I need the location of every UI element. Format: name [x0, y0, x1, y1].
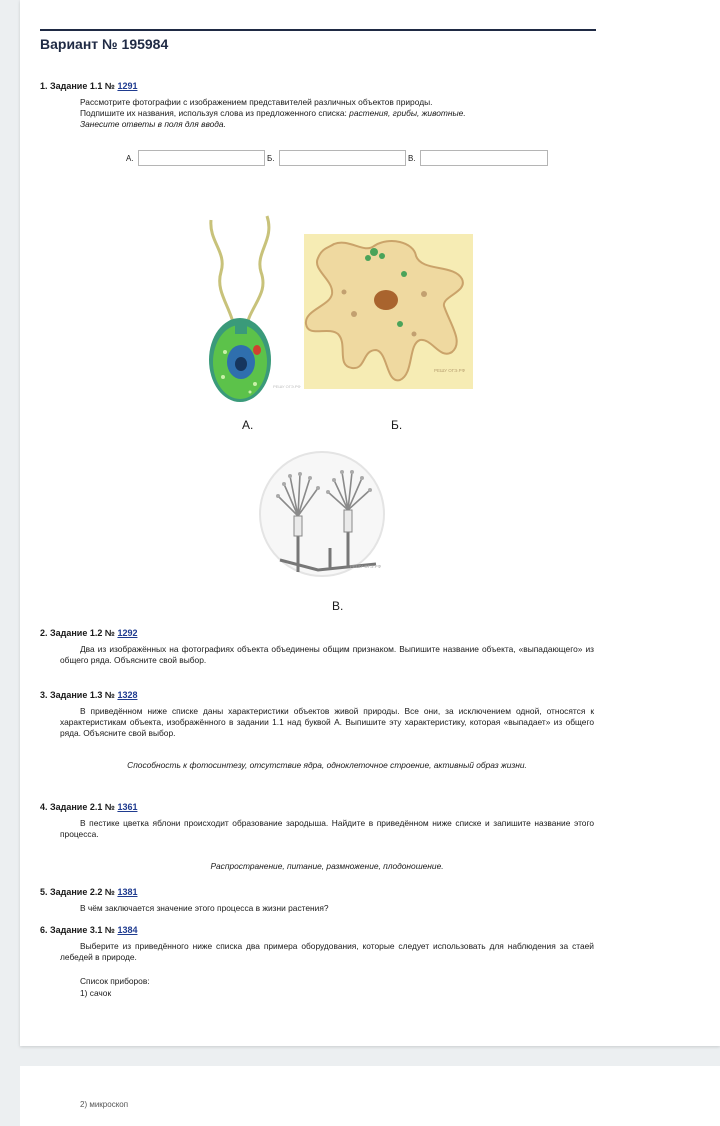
task-1-link[interactable]: 1291: [117, 81, 138, 91]
task-6-item-1: 1) сачок: [80, 988, 112, 998]
task-5-text: В чём заключается значение этого процесса в жизни растения?: [80, 903, 329, 913]
task-5-header: 5. Задание 2.2 № 1381: [40, 887, 138, 897]
watermark-b: РЕШУ ОГЭ.РФ: [434, 368, 466, 373]
variant-title: Вариант № 195984: [40, 36, 169, 52]
next-page-sheet: [20, 1066, 720, 1126]
caption-b: Б.: [391, 418, 403, 432]
task-6-link[interactable]: 1384: [117, 925, 138, 935]
task-4-link[interactable]: 1361: [117, 802, 138, 812]
task-4-header: 4. Задание 2.1 № 1361: [40, 802, 138, 812]
watermark-a: РЕШУ ОГЭ.РФ: [273, 384, 301, 389]
task-4-list: Распространение, питание, размножение, плодоношение.: [210, 861, 444, 871]
amoeba-image: [304, 234, 473, 389]
task-6-list-title: Список приборов:: [80, 976, 150, 986]
answer-input-c[interactable]: [420, 150, 548, 166]
task-2-text: Два из изображённых на фотографиях объекта объединены общим признаком. Выпишите название объекта, «выпадающего» из общего ряда. Объясните свой выбор.: [60, 644, 594, 665]
input-b-label: Б.: [267, 154, 275, 163]
input-c-label: В.: [408, 154, 416, 163]
task-3-link[interactable]: 1328: [117, 690, 138, 700]
task-1-text: Рассмотрите фотографии с изображением представителей различных объектов природы. Подпишите их названия, используя слова из предложенного списка: растения, грибы, животные. Занесите ответы в поля для ввода.: [80, 97, 466, 129]
task-4-text: В пестике цветка яблони происходит образование зародыша. Найдите в приведённом ниже списке и запишите название этого процесса.: [60, 818, 594, 839]
task-6-header: 6. Задание 3.1 № 1384: [40, 925, 138, 935]
answer-input-b[interactable]: [279, 150, 406, 166]
task-3-text: В приведённом ниже списке даны характеристики объектов живой природы. Все они, за исключением одной, относятся к характеристикам объекта, изображённого в задании 1.1 над буквой А. Выпишите эту характеристику, которая «выпадает» из общего ряда. Объясните свой выбор.: [60, 706, 594, 738]
header-rule: [40, 29, 596, 31]
task-6-text: Выберите из приведённого ниже списка два примера оборудования, которые следует использовать для наблюдения за стаей лебедей в природе.: [60, 941, 594, 962]
task-5-link[interactable]: 1381: [117, 887, 138, 897]
task-3-header: 3. Задание 1.3 № 1328: [40, 690, 138, 700]
caption-a: А.: [242, 418, 254, 432]
task-1-header: 1. Задание 1.1 № 1291: [40, 81, 138, 91]
mucor-image: [258, 444, 398, 584]
input-a-label: А.: [126, 154, 134, 163]
task-6-item-2-clipped: 2) микроскоп: [80, 1100, 129, 1109]
task-3-list: Способность к фотосинтезу, отсутствие ядра, одноклеточное строение, активный образ жизни.: [127, 760, 527, 770]
task-2-header: 2. Задание 1.2 № 1292: [40, 628, 138, 638]
answer-input-a[interactable]: [138, 150, 265, 166]
watermark-c: РЕШУ ОГЭ.РФ: [350, 564, 382, 569]
task-2-link[interactable]: 1292: [117, 628, 138, 638]
chlamydomonas-image: [195, 212, 305, 407]
caption-c: В.: [332, 599, 344, 613]
